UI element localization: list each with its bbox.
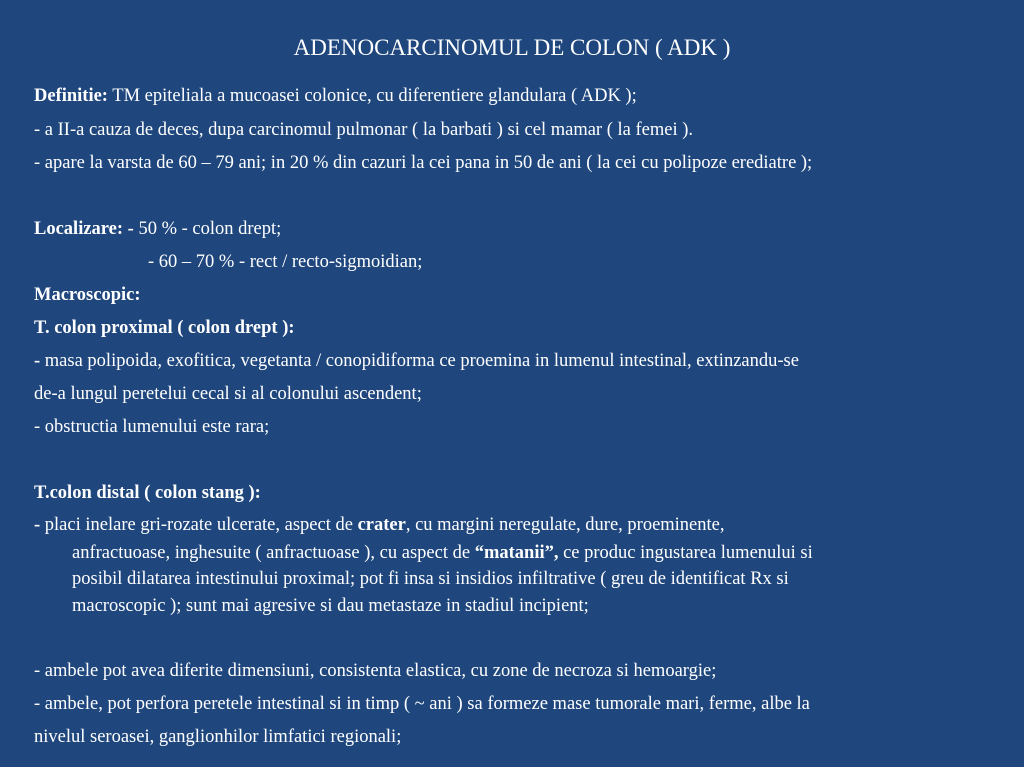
definitie-text: TM epiteliala a mucoasei colonice, cu diferentiere glandulara ( ADK ); xyxy=(107,86,637,106)
localizare-text: 50 % - colon drept; xyxy=(133,219,282,239)
localizare-line xyxy=(34,217,281,241)
slide-title: ADENOCARCINOMUL DE COLON ( ADK ) xyxy=(293,35,731,60)
ambele-line-3: nivelul seroasei, ganglionhilor limfatici regionali; xyxy=(34,727,402,747)
deces-line: - a II-a cauza de deces, dupa carcinomul pulmonar ( la barbati ) si cel mamar ( la femei ). xyxy=(34,120,693,140)
proximal-line-2: de-a lungul peretelui cecal si al colonului ascendent; xyxy=(34,384,422,404)
ambele-line-1: - ambele pot avea diferite dimensiuni, consistenta elastica, cu zone de necroza si hemoargie; xyxy=(34,661,717,681)
distal-line-2: anfractuoase, inghesuite ( anfractuoase ), cu aspect de “matanii”, ce produc ingustarea lumenului si xyxy=(72,543,813,563)
definitie-line xyxy=(34,84,637,108)
proximal-heading: T. colon proximal ( colon drept ): xyxy=(34,318,295,338)
definitie-label: Definitie: xyxy=(34,86,108,106)
localizare-label: Localizare: - xyxy=(34,219,134,239)
macroscopic-label: Macroscopic: xyxy=(34,285,141,305)
crater-term: crater xyxy=(357,515,406,535)
ambele-line-2: - ambele, pot perfora peretele intestinal si in timp ( ~ ani ) sa formeze mase tumorale mari, ferme, albe la xyxy=(34,694,810,714)
proximal-line-3: - obstructia lumenului este rara; xyxy=(34,417,270,437)
distal-heading: T.colon distal ( colon stang ): xyxy=(34,483,261,503)
proximal-line-1: - masa polipoida, exofitica, vegetanta / conopidiforma ce proemina in lumenul intestinal, extinzandu-se xyxy=(34,351,799,371)
distal-line-1: - placi inelare gri-rozate ulcerate, aspect de crater, cu margini neregulate, dure, proeminente, xyxy=(34,515,725,535)
varsta-line: - apare la varsta de 60 – 79 ani; in 20 % din cazuri la cei pana in 50 de ani ( la cei cu polipoze erediatre ); xyxy=(34,153,813,173)
localizare-line-2: - 60 – 70 % - rect / recto-sigmoidian; xyxy=(148,252,423,272)
matanii-term: “matanii”, xyxy=(474,543,559,563)
distal-line-4: macroscopic ); sunt mai agresive si dau metastaze in stadiul incipient; xyxy=(72,596,589,616)
distal-line-3: posibil dilatarea intestinului proximal; pot fi insa si insidios infiltrative ( greu de identificat Rx si xyxy=(72,569,789,589)
